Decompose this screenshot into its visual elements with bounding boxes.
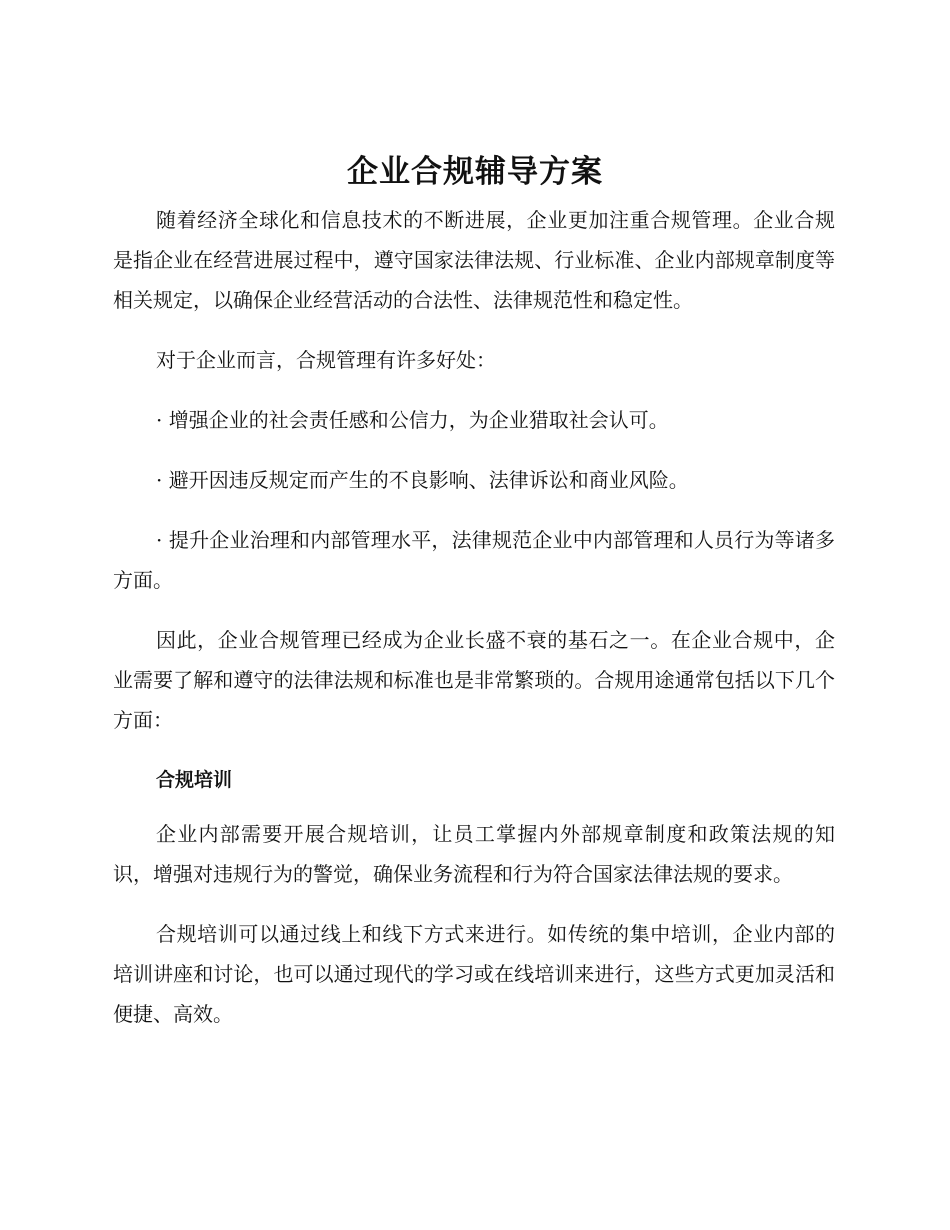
benefits-lead-paragraph: 对于企业而言，合规管理有许多好处： xyxy=(156,348,496,372)
section-heading: 合规培训 xyxy=(156,769,233,791)
document-body xyxy=(113,200,835,1054)
training-paragraph-2: 合规培训可以通过线上和线下方式来进行。如传统的集中培训，企业内部的培训讲座和讨论，也可以通过现代的学习或在线培训来进行，这些方式更加灵活和便捷、高效。 xyxy=(113,922,835,1026)
bullet-item-3: · 提升企业治理和内部管理水平，法律规范企业中内部管理和人员行为等诸多方面。 xyxy=(113,528,835,592)
training-paragraph-1: 企业内部需要开展合规培训，让员工掌握内外部规章制度和政策法规的知识，增强对违规行为的警觉，确保业务流程和行为符合国家法律法规的要求。 xyxy=(113,822,835,886)
bullet-item-1: · 增强企业的社会责任感和公信力，为企业猎取社会认可。 xyxy=(156,408,669,432)
bullet-item-2: · 避开因违反规定而产生的不良影响、法律诉讼和商业风险。 xyxy=(156,468,689,492)
conclusion-paragraph: 因此，企业合规管理已经成为企业长盛不衰的基石之一。在企业合规中，企业需要了解和遵守的法律法规和标准也是非常繁琐的。合规用途通常包括以下几个方面： xyxy=(113,628,835,732)
document-title: 企业合规辅导方案 xyxy=(347,154,603,190)
intro-paragraph: 随着经济全球化和信息技术的不断进展，企业更加注重合规管理。企业合规是指企业在经营进展过程中，遵守国家法律法规、行业标准、企业内部规章制度等相关规定，以确保企业经营活动的合法性、法律规范性和稳定性。 xyxy=(113,208,835,312)
